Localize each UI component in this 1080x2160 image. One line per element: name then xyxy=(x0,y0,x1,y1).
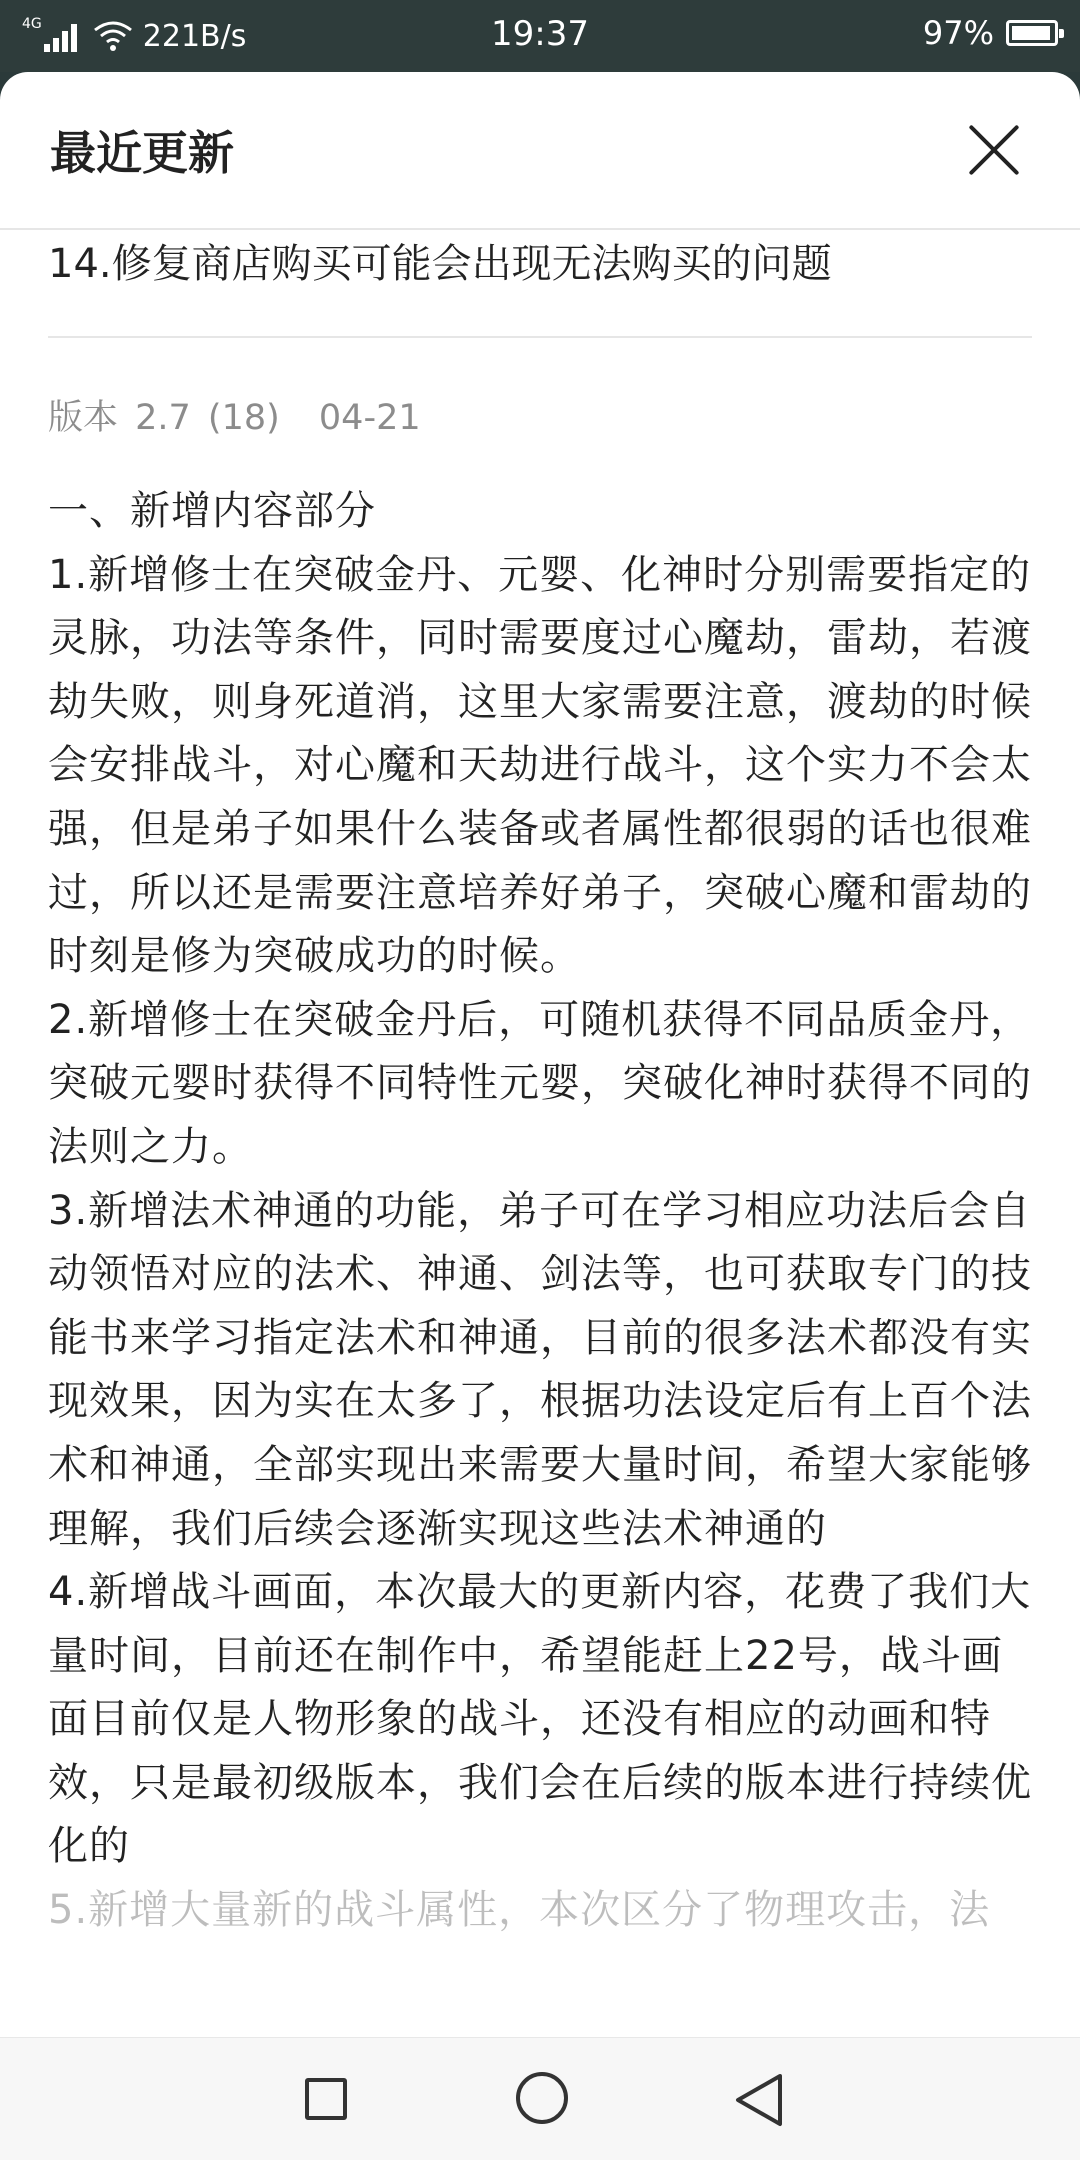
release-note-line: 2.新增修士在突破金丹后，可随机获得不同品质金丹，突破元婴时获得不同特性元婴，突破化神时获得不同的法则之力。 xyxy=(48,996,1032,1170)
version-line xyxy=(48,390,1032,440)
status-right xyxy=(923,14,1058,52)
navigation-bar xyxy=(0,2037,1080,2160)
release-note-line: 5.新增大量新的战斗属性，本次区分了物理攻击，法 xyxy=(48,1887,991,1934)
release-notes xyxy=(48,480,1032,1943)
version-date: 04-21 xyxy=(318,398,421,438)
sheet-header xyxy=(0,72,1080,230)
recent-updates-sheet xyxy=(0,72,1080,2038)
battery-icon xyxy=(1006,20,1058,46)
release-note-line: 3.新增法术神通的功能，弟子可在学习相应功法后会自动领悟对应的法术、神通、剑法等，也可获取专门的技能书来学习指定法术和神通，目前的很多法术都没有实现效果，因为实在太多了，根据功法设定后有上百个法术和神通，全部实现出来需要大量时间，希望大家能够理解，我们后续会逐渐实现这些法术神通的 xyxy=(48,1187,1032,1552)
circle-icon[interactable] xyxy=(516,2072,568,2124)
network-type: 4G xyxy=(22,16,42,32)
version-label: 版本 2.7 (18) xyxy=(48,398,280,438)
battery-percentage: 97% xyxy=(922,14,994,52)
square-icon[interactable] xyxy=(305,2078,347,2120)
close-icon[interactable] xyxy=(964,120,1024,180)
release-note-line: 1.新增修士在突破金丹、元婴、化神时分别需要指定的灵脉，功法等条件，同时需要度过心魔劫，雷劫，若渡劫失败，则身死道消，这里大家需要注意，渡劫的时候会安排战斗，对心魔和天劫进行战斗，这个实力不会太强，但是弟子如果什么装备或者属性都很弱的话也很难过，所以还是需要注意培养好弟子，突破心魔和雷劫的时刻是修为突破成功的时候。 xyxy=(48,551,1032,980)
update-content[interactable] xyxy=(0,230,1080,1943)
status-time: 19:37 xyxy=(491,14,589,54)
sheet-title: 最近更新 xyxy=(50,126,234,180)
status-bar xyxy=(0,0,1080,72)
network-speed: 221B/s xyxy=(142,18,247,54)
previous-note-item: 14.修复商店购买可能会出现无法购买的问题 xyxy=(48,230,1032,338)
triangle-back-icon[interactable] xyxy=(732,2072,786,2128)
release-note-line: 一、新增内容部分 xyxy=(48,488,376,534)
release-note-line: 4.新增战斗画面，本次最大的更新内容，花费了我们大量时间，目前还在制作中，希望能赶上22号，战斗画面目前仅是人物形象的战斗，还没有相应的动画和特效，只是最初级版本，我们会在后续的版本进行持续优化的 xyxy=(48,1569,1032,1870)
